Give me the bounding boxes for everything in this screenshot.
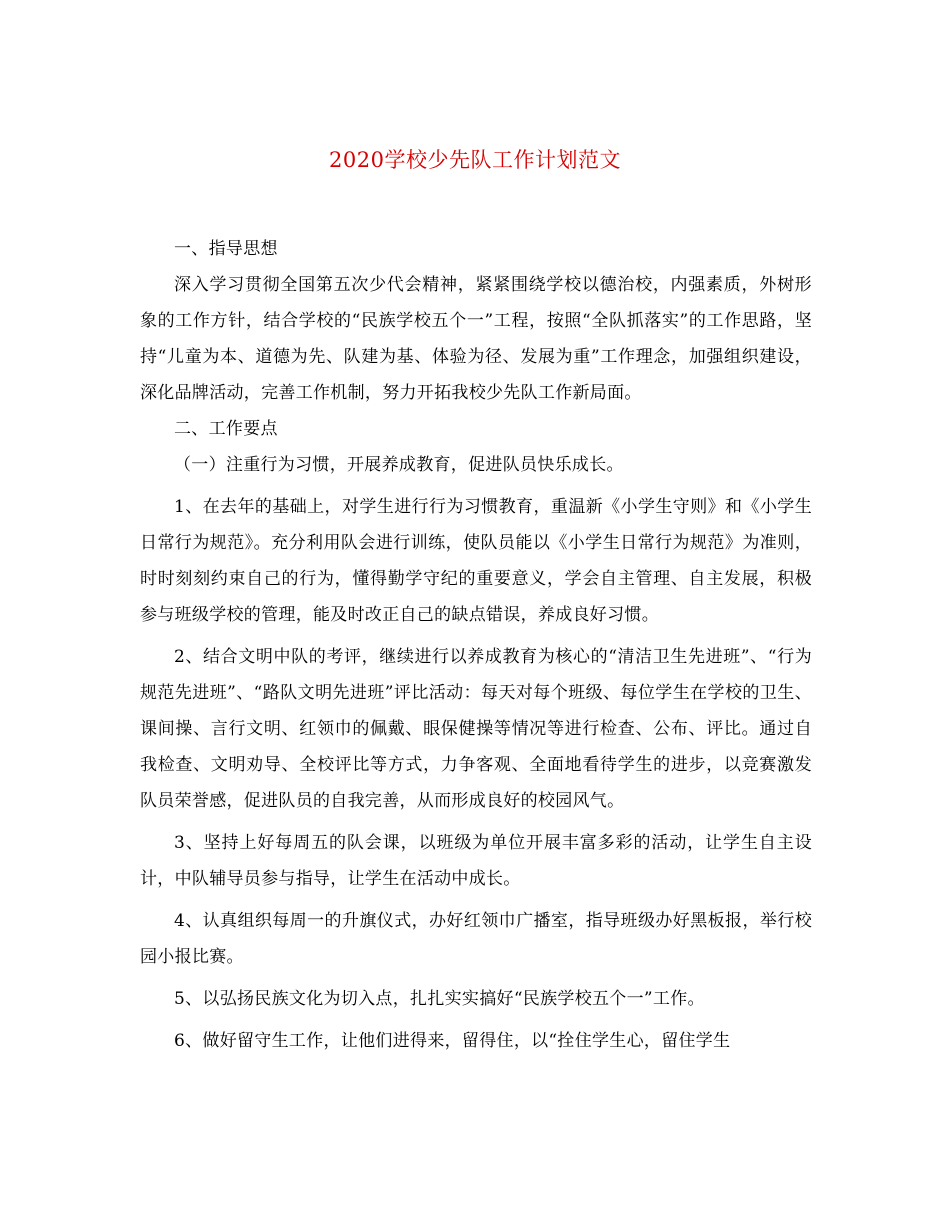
document-body [140,231,812,1059]
paragraph-item-3: 3、坚持上好每周五的队会课，以班级为单位开展丰富多彩的活动，让学生自主设计，中队辅导员参与指导，让学生在活动中成长。 [140,833,812,889]
paragraph-item-1: 1、在去年的基础上，对学生进行行为习惯教育，重温新《小学生守则》和《小学生日常行为规范》。充分利用队会进行训练，使队员能以《小学生日常行为规范》为准则，时时刻刻约束自己的行为，懂得勤学守纪的重要意义，学会自主管理、自主发展，积极参与班级学校的管理，能及时改正自己的缺点错误，养成良好习惯。 [140,497,812,625]
section-heading-guiding-ideology: 一、指导思想 [174,239,278,259]
paragraph-guiding-ideology: 深入学习贯彻全国第五次少代会精神，紧紧围绕学校以德治校，内强素质，外树形象的工作方针，结合学校的“民族学校五个一”工程，按照“全队抓落实”的工作思路，坚持“儿童为本、道德为先、队建为基、体验为径、发展为重”工作理念，加强组织建设，深化品牌活动，完善工作机制，努力开拓我校少先队工作新局面。 [140,275,812,403]
subsection-heading-behavior-habits: （一）注重行为习惯，开展养成教育，促进队员快乐成长。 [174,455,624,475]
paragraph-item-4: 4、认真组织每周一的升旗仪式，办好红领巾广播室，指导班级办好黑板报，举行校园小报比赛。 [140,911,812,967]
paragraph-item-2: 2、结合文明中队的考评，继续进行以养成教育为核心的“清洁卫生先进班”、“行为规范先进班”、“路队文明先进班”评比活动：每天对每个班级、每位学生在学校的卫生、课间操、言行文明、红领巾的佩戴、眼保健操等情况等进行检查、公布、评比。通过自我检查、文明劝导、全校评比等方式，力争客观、全面地看待学生的进步，以竞赛激发队员荣誉感，促进队员的自我完善，从而形成良好的校园风气。 [140,647,812,811]
paragraph-item-5: 5、以弘扬民族文化为切入点，扎扎实实搞好“民族学校五个一”工作。 [174,989,705,1009]
document-title: 2020学校少先队工作计划范文 [329,148,621,172]
paragraph-item-6: 6、做好留守生工作，让他们进得来，留得住，以“拴住学生心，留住学生 [174,1031,731,1051]
section-heading-work-points: 二、工作要点 [174,419,278,439]
